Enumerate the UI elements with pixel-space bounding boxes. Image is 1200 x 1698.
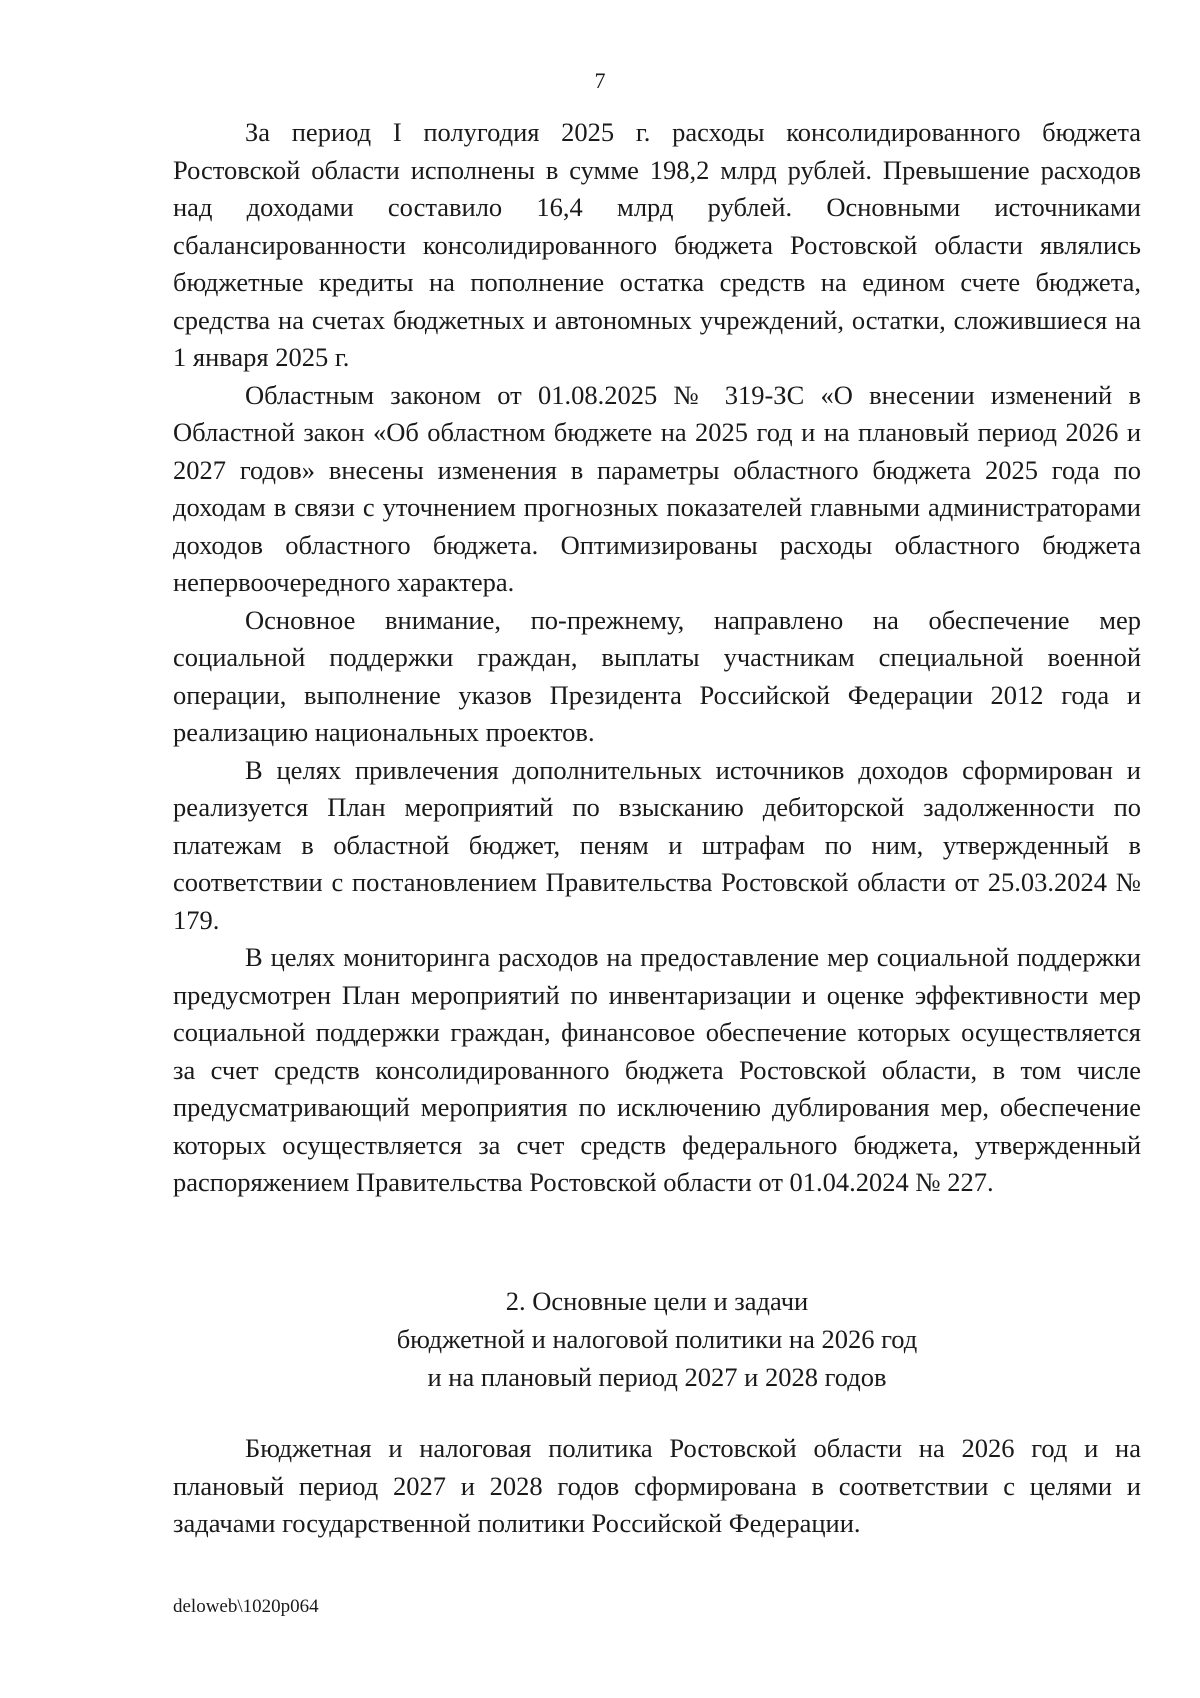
paragraph-policy-formation: Бюджетная и налоговая политика Ростовской области на 2026 год и на плановый период 2027 и 2028 годов сформирована в соответствии с целями и задачами государственной политики Российской Федерации. [173,1433,1141,1538]
section-heading [173,1282,1141,1396]
section-heading-line: 2. Основные цели и задачи [505,1286,809,1316]
paragraph-social-support-monitoring: В целях мониторинга расходов на предоставление мер социальной поддержки предусмотрен План мероприятий по инвентаризации и оценке эффективности мер социальной поддержки граждан, финансовое обеспечение которых осуществляется за счет средств консолидированного бюджета Ростовской области, в том числе предусматривающий мероприятия по исключению дублирования мер, обеспечение которых осуществляется за счет средств федерального бюджета, утвержденный распоряжением Правительства Ростовской области от 01.04.2024 № 227. [173,942,1141,1197]
paragraph-main-focus: Основное внимание, по-прежнему, направлено на обеспечение мер социальной поддержки граждан, выплаты участникам специальной военной операции, выполнение указов Президента Российской Федерации 2012 года и реализацию национальных проектов. [173,604,1141,747]
page-number: 7 [594,68,606,93]
paragraph-budget-execution: За период I полугодия 2025 г. расходы консолидированного бюджета Ростовской области исполнены в сумме 198,2 млрд рублей. Превышение расходов над доходами составило 16,4 млрд рублей. Основными источниками сбалансированности консолидированного бюджета Ростовской области являлись бюджетные кредиты на пополнение остатка средств на едином счете бюджета, средства на счетах бюджетных и автономных учреждений, остатки, сложившиеся на 1 января 2025 г. [173,117,1141,372]
section-heading-line: и на плановый период 2027 и 2028 годов [427,1362,887,1392]
paragraph-regional-law: Областным законом от 01.08.2025 № 319-ЗС «О внесении изменений в Областной закон «Об областном бюджете на 2025 год и на плановый период 2026 и 2027 годов» внесены изменения в параметры областного бюджета 2025 года по доходам в связи с уточнением прогнозных показателей главными администраторами доходов областного бюджета. Оптимизированы расходы областного бюджета непервоочередного характера. [173,379,1141,597]
document-body [173,114,1141,1202]
section-heading-line: бюджетной и налоговой политики на 2026 год [396,1324,918,1354]
paragraph-revenue-plan: В целях привлечения дополнительных источников доходов сформирован и реализуется План мероприятий по взысканию дебиторской задолженности по платежам в областной бюджет, пеням и штрафам по ним, утвержденный в соответствии с постановлением Правительства Ростовской области от 25.03.2024 № 179. [173,754,1141,935]
section-body [173,1430,1141,1543]
document-code: deloweb\1020p064 [173,1596,319,1617]
